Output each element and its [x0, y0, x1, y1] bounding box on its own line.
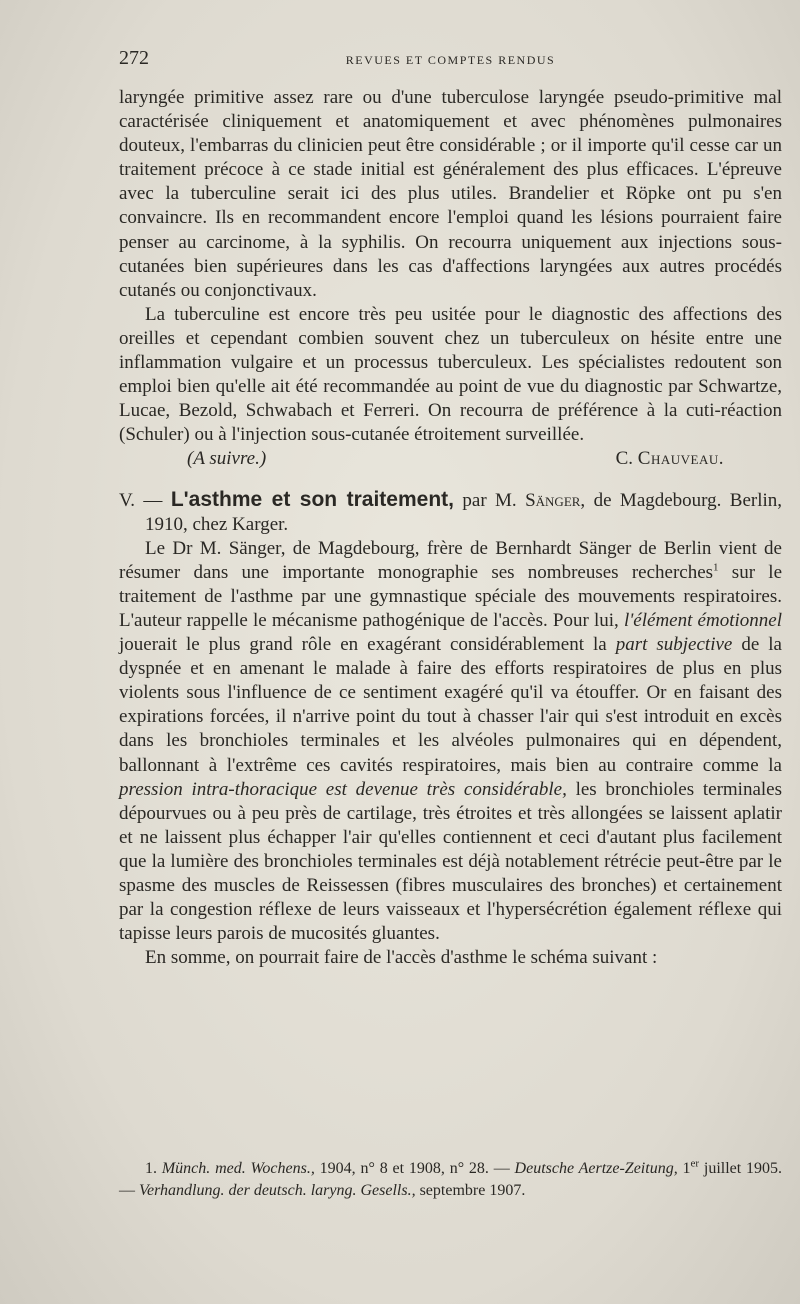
text-run: les bronchioles terminales dépourvues ou à peu près de cartilage, très étroites et très allongées se laissent aplatir et ne laissent plus échapper l'air qu'elles contiennent et ceci d'autant plus facilement que la lumière des bronchioles terminales est déjà notablement rétrécie peut-être par le spasme des muscles de Reissessen (fibres musculaires des bronches) et certainement par la congestion réflexe de leurs vaisseaux et l'hypersécrétion également réflexe qui tapisse leurs parois de mucosités gluantes. — [119, 778, 782, 945]
review-paragraph-3 — [119, 537, 782, 947]
text-run: Le Dr M. Sänger, de Magdebourg, frère de Bernhardt Sänger de Berlin vient de résumer dans une importante monographie ses nombreuses recherches — [119, 537, 782, 583]
citation-title: Verhandlung. der deutsch. laryng. Gesells., — [139, 1181, 416, 1199]
emphasis: l'élément émotionnel — [623, 609, 782, 631]
review-by: par M. — [462, 489, 517, 511]
to-follow-note: (A suivre.) — [187, 448, 267, 470]
citation-detail: 1904, n° 8 et 1908, n° 28. — — [314, 1160, 515, 1177]
review-signature-line — [119, 447, 782, 471]
citation-title: Münch. med. Wochens., — [161, 1160, 315, 1177]
review-author: Sänger, — [525, 489, 586, 511]
review-paragraph-1: laryngée primitive assez rare ou d'une tuberculose laryngée pseudo-primitive mal caractérisée cliniquement et anatomiquement et avec phénomènes pulmonaires douteux, l'embarras du clinicien peut être considérable ; or il importe qu'il cesse car un traitement précoce à ce stade initial est généralement des plus efficaces. L'épreuve avec la tuberculine serait ici des plus utiles. Brandelier et Röpke ont pu s'en convaincre. Ils en recommandent encore l'emploi quand les lésions pourraient faire penser au carcinome, à la syphilis. On recourra uniquement aux injections sous-cutanées bien supérieures dans les cas d'affections laryngées aux autres procédés cutanés ou conjonctivaux. — [119, 87, 782, 301]
emphasis: pression intra-thoracique est devenue très considérable, — [119, 778, 567, 800]
citation-detail: juillet 1905. — — [119, 1160, 783, 1199]
citation-title: Deutsche Aertze-Zeitung, — [514, 1160, 678, 1177]
reviewer-signature — [616, 447, 724, 471]
text-run: de la dyspnée et en amenant le malade à faire des efforts respiratoires de plus en plus violents sous l'influence de ce sentiment exagéré qu'il va étouffer. Or en faisant des expirations forcées, il n'arrive point du tout à chasser l'air qui s'est introduit en excès dans les bronchioles terminales et les alvéoles pulmonaires qui en dépendent, ballonnant à l'extrême ces cavités respiratoires, mais bien au contraire comme la — [119, 634, 782, 776]
emphasis: part subjective — [615, 634, 733, 656]
reviewer-name: Chauveau. — [637, 448, 724, 470]
footnote-1 — [119, 1158, 782, 1201]
footnote-ref: 1 — [713, 561, 719, 574]
text-run: jouerait le plus grand rôle en exagérant considérablement la — [119, 634, 616, 656]
footnotes — [119, 1158, 782, 1201]
text-run: sur le traitement de l'asthme par une gymnastique spéciale des mouvements respiratoires. L'auteur rappelle le mécanisme pathogénique de l'accès. Pour lui, — [119, 561, 783, 631]
running-title: REVUES ET COMPTES RENDUS — [345, 53, 556, 67]
review-paragraph-4: En somme, on pourrait faire de l'accès d'asthme le schéma suivant : — [145, 947, 658, 969]
ordinal-suffix: er — [690, 1157, 700, 1170]
review-publication: de Magdebourg. Berlin, 1910, chez Karger. — [145, 489, 783, 535]
footnote-number: 1. — [145, 1160, 157, 1177]
page-header — [119, 47, 782, 77]
review-paragraph-2: La tuberculine est encore très peu usitée pour le diagnostic des affections des oreilles et cependant combien souvent chez un tuberculeux on hésite entre une inflammation vulgaire et un processus tuberculeux. Les spécialistes redoutent son emploi bien qu'elle ait été recommandée au point de vue du diagnostic par Schwartze, Lucae, Bezold, Schwabach et Ferreri. On recourra de préférence à la cuti-réaction (Schuler) ou à l'injection sous-cutanée étroitement surveillée. — [119, 303, 782, 446]
citation-detail: 1 — [677, 1160, 691, 1177]
body-text — [119, 86, 782, 970]
review-heading — [119, 488, 782, 537]
reviewer-initial: C. — [615, 448, 634, 470]
page-number: 272 — [119, 47, 149, 69]
citation-detail: septembre 1907. — [415, 1181, 526, 1199]
review-number: V. — — [119, 489, 163, 511]
review-title: L'asthme et son traitement, — [170, 487, 454, 511]
